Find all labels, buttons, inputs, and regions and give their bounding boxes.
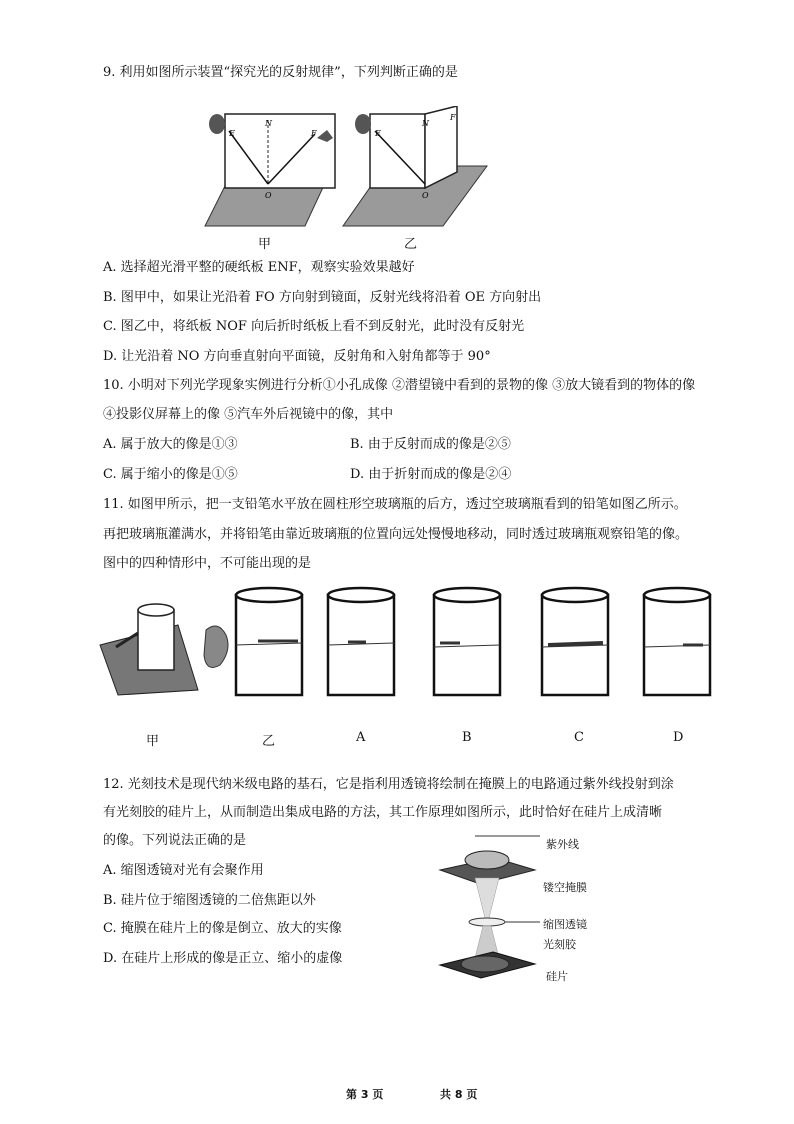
laser-pen-icon bbox=[355, 114, 371, 134]
q9-label-jia: 甲 bbox=[258, 237, 272, 252]
q11-label-a: A bbox=[356, 730, 366, 745]
q11-figure-jia bbox=[100, 604, 228, 695]
pencil-image-c bbox=[548, 643, 603, 645]
q12-option-b: B. 硅片位于缩图透镜的二倍焦距以外 bbox=[103, 893, 316, 908]
q11-cylinder-yi bbox=[236, 588, 302, 695]
q9-option-c: C. 图乙中，将纸板 NOF 向后折时纸板上看不到反射光，此时没有反射光 bbox=[103, 319, 525, 334]
glass-bottle-jia bbox=[138, 610, 174, 670]
laser-pen-icon bbox=[209, 114, 225, 134]
label-lens: 缩图透镜 bbox=[543, 918, 587, 931]
q11-cylinder-c bbox=[542, 588, 608, 695]
q10-option-a: A. 属于放大的像是①③ bbox=[103, 437, 238, 452]
light-cone bbox=[475, 878, 499, 918]
q11-stem-line3: 图中的四种情形中，不可能出现的是 bbox=[103, 556, 312, 571]
q11-cylinder-b bbox=[434, 588, 500, 695]
q12-stem-line2: 有光刻胶的硅片上，从而制造出集成电路的方法，其工作原理如图所示，此时恰好在硅片上成清晰 bbox=[103, 805, 663, 820]
q11-cylinder-d bbox=[644, 588, 710, 695]
q11-label-d: D bbox=[673, 730, 684, 745]
letter-e-yi: E bbox=[375, 129, 381, 138]
cardboard-eon-yi bbox=[370, 114, 425, 188]
q9-stem: 9. 利用如图所示装置“探究光的反射规律”，下列判断正确的是 bbox=[103, 65, 458, 80]
q10-option-c: C. 属于缩小的像是①⑤ bbox=[103, 467, 238, 482]
q10-option-b: B. 由于反射而成的像是②⑤ bbox=[350, 437, 511, 452]
q12-option-a: A. 缩图透镜对光有会聚作用 bbox=[103, 863, 264, 878]
q11-label-b: B bbox=[462, 730, 472, 745]
q11-cylinder-a bbox=[328, 588, 394, 695]
q11-stem-line2: 再把玻璃瓶灌满水，并将铅笔由靠近玻璃瓶的位置向远处慢慢地移动，同时透过玻璃瓶观察铅笔的像。 bbox=[103, 527, 689, 542]
page-total: 共 8 页 bbox=[440, 1088, 478, 1101]
q12-stem-line3: 的像。下列说法正确的是 bbox=[103, 833, 247, 848]
q11-label-yi: 乙 bbox=[262, 734, 276, 749]
letter-o-yi: O bbox=[422, 191, 429, 200]
letter-o-jia: O bbox=[265, 191, 272, 200]
glass-bottle-top bbox=[138, 604, 174, 616]
q12-lithography-figure bbox=[435, 830, 545, 990]
q9-figure bbox=[195, 106, 495, 246]
q9-option-b: B. 图甲中，如果让光沿着 FO 方向射到镜面，反射光线将沿着 OE 方向射出 bbox=[103, 290, 542, 305]
q12-option-d: D. 在硅片上形成的像是正立、缩小的虚像 bbox=[103, 951, 343, 966]
letter-n-yi: N bbox=[422, 119, 429, 128]
bottle-yi-top bbox=[236, 588, 302, 602]
q9-option-d: D. 让光沿着 NO 方向垂直射向平面镜，反射角和入射角都等于 90° bbox=[103, 349, 491, 364]
page-number: 第 3 页 bbox=[346, 1088, 384, 1101]
q12-stem-line1: 12. 光刻技术是现代纳米级电路的基石，它是指利用透镜将绘制在掩膜上的电路通过紫外线投射到涂 bbox=[103, 777, 674, 792]
q9-label-yi: 乙 bbox=[404, 237, 418, 252]
label-photoresist: 光刻胶 bbox=[543, 938, 576, 951]
q11-figure bbox=[98, 585, 728, 705]
letter-f-yi: F bbox=[450, 113, 456, 122]
q11-label-jia: 甲 bbox=[146, 734, 160, 749]
mask-pattern bbox=[465, 851, 509, 869]
letter-n-jia: N bbox=[265, 119, 272, 128]
bottle-c-top bbox=[542, 588, 608, 602]
photoresist-layer bbox=[461, 956, 509, 972]
bottle-a-top bbox=[328, 588, 394, 602]
letter-e-jia: E bbox=[229, 129, 235, 138]
q9-option-a: A. 选择超光滑平整的硬纸板 ENF，观察实验效果越好 bbox=[103, 260, 415, 275]
cardboard-enf-jia bbox=[225, 114, 335, 188]
reduction-lens bbox=[469, 918, 505, 926]
q10-stem-line2: ④投影仪屏幕上的像 ⑤汽车外后视镜中的像，其中 bbox=[103, 407, 394, 422]
eye-observer-icon bbox=[204, 626, 228, 667]
q12-option-c: C. 掩膜在硅片上的像是倒立、放大的实像 bbox=[103, 921, 342, 936]
q9-figure-yi bbox=[343, 106, 487, 226]
q11-stem-line1: 11. 如图甲所示，把一支铅笔水平放在圆柱形空玻璃瓶的后方，透过空玻璃瓶看到的铅笔如图乙所示。 bbox=[103, 497, 687, 512]
label-uv: 紫外线 bbox=[546, 838, 579, 851]
bottle-b-top bbox=[434, 588, 500, 602]
q10-stem-line1: 10. 小明对下列光学现象实例进行分析①小孔成像 ②潜望镜中看到的景物的像 ③放大镜看到的物体的像 bbox=[103, 378, 696, 393]
letter-f-jia: F bbox=[311, 129, 317, 138]
q9-figure-jia bbox=[205, 114, 335, 226]
label-mask: 镂空掩膜 bbox=[543, 881, 587, 894]
q10-option-d: D. 由于折射而成的像是②④ bbox=[350, 467, 512, 482]
q11-label-c: C bbox=[574, 730, 584, 745]
label-wafer: 硅片 bbox=[546, 970, 568, 983]
bottle-d-top bbox=[644, 588, 710, 602]
